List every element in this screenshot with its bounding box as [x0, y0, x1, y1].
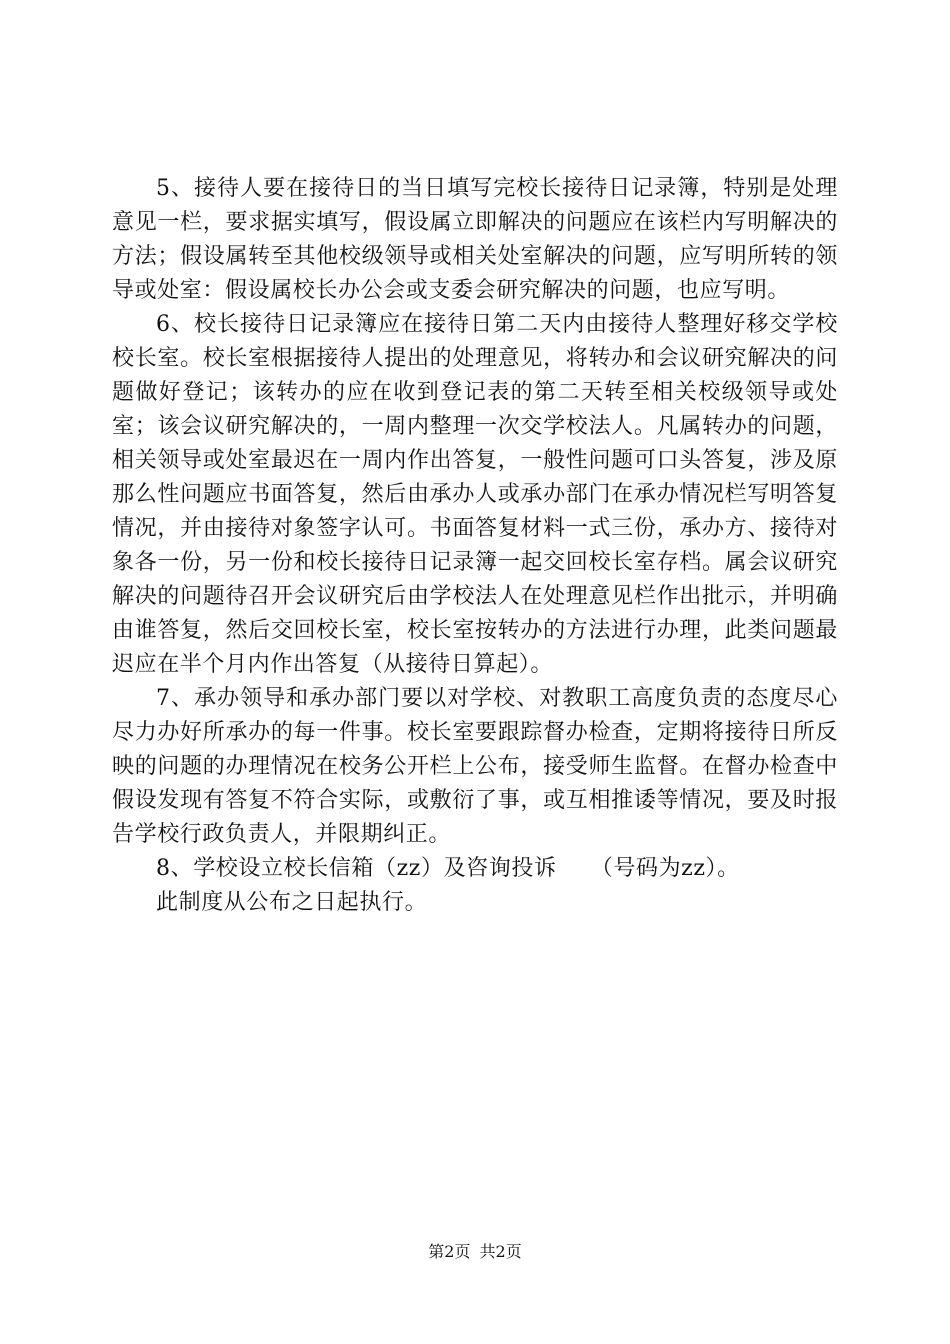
- paragraph-item-6: 6、校长接待日记录簿应在接待日第二天内由接待人整理好移交学校校长室。校长室根据接待人提出的处理意见，将转办和会议研究解决的问题做好登记；该转办的应在收到登记表的第二天转至相关校级领导或处室；该会议研究解决的，一周内整理一次交学校法人。凡属转办的问题，相关领导或处室最迟在一周内作出答复，一般性问题可口头答复，涉及原那么性问题应书面答复，然后由承办人或承办部门在承办情况栏写明答复情况，并由接待对象签字认可。书面答复材料一式三份，承办方、接待对象各一份，另一份和校长接待日记录簿一起交回校长室存档。属会议研究解决的问题待召开会议研究后由学校法人在处理意见栏作出批示，并明确由谁答复，然后交回校长室，校长室按转办的方法进行办理，此类问题最迟应在半个月内作出答复（从接待日算起）。: [112, 312, 838, 677]
- page-footer: [0, 1242, 950, 1262]
- document-body: [112, 172, 838, 920]
- paragraph-item-7: 7、承办领导和承办部门要以对学校、对教职工高度负责的态度尽心尽力办好所承办的每一件事。校长室要跟踪督办检查，定期将接待日所反映的问题的办理情况在校务公开栏上公布，接受师生监督。在督办检查中假设发现有答复不符合实际，或敷衍了事，或互相推诿等情况，要及时报告学校行政负责人，并限期纠正。: [112, 686, 838, 847]
- paragraph-item-5: 5、接待人要在接待日的当日填写完校长接待日记录簿，特别是处理意见一栏，要求据实填写，假设属立即解决的问题应在该栏内写明解决的方法；假设属转至其他校级领导或相关处室解决的问题，应写明所转的领导或处室：假设属校长办公会或支委会研究解决的问题，也应写明。: [112, 176, 838, 303]
- paragraph-closing: 此制度从公布之日起执行。: [156, 890, 428, 915]
- paragraph-item-8: 8、学校设立校长信箱（zz）及咨询投诉 （号码为zz）。: [156, 856, 740, 881]
- page-number-total: 共2页: [479, 1242, 522, 1261]
- page-number-current: 第2页: [428, 1242, 471, 1261]
